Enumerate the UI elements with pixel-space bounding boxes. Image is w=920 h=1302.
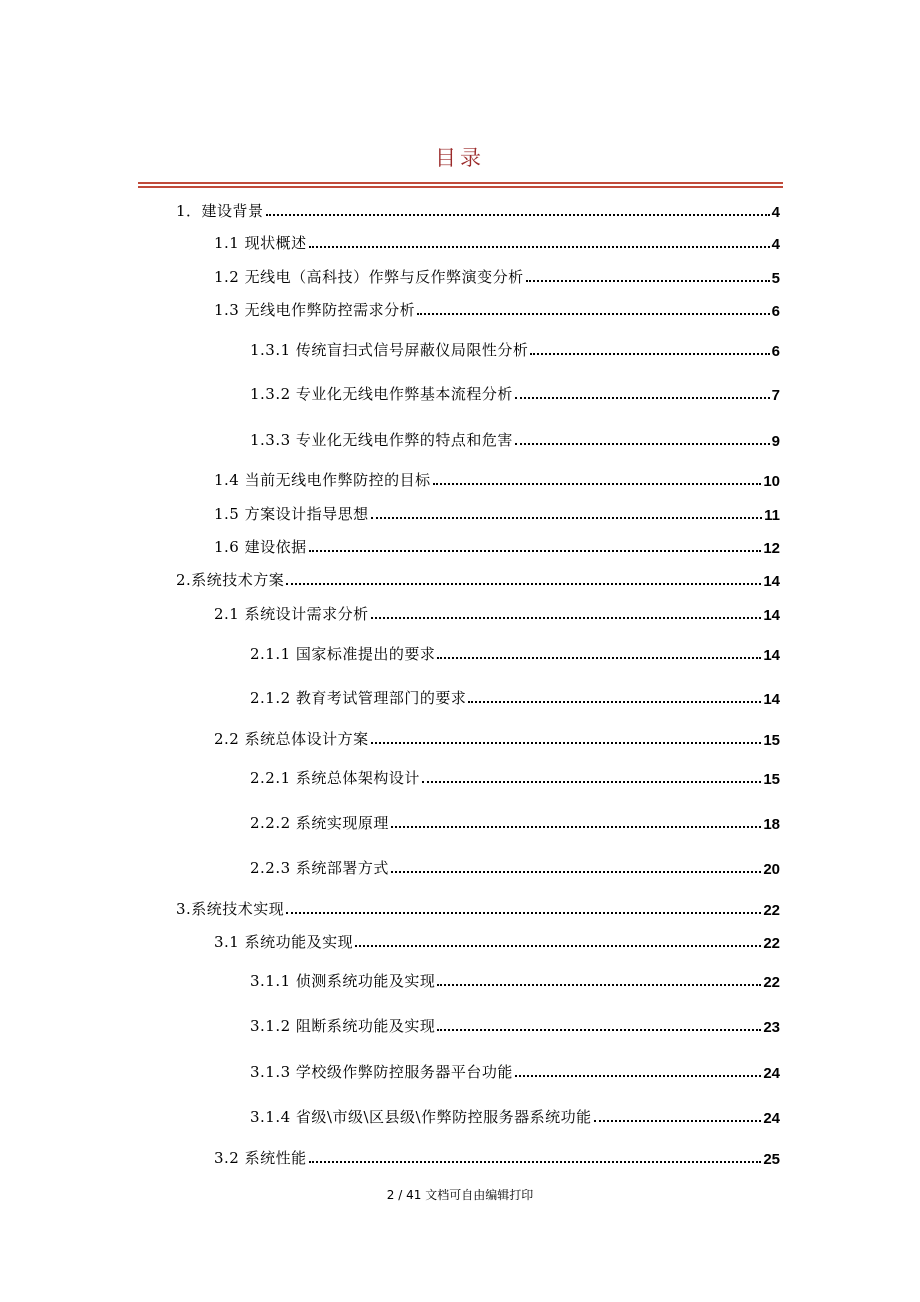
toc-entry-text: 1.2 无线电（高科技）作弊与反作弊演变分析 bbox=[214, 268, 524, 286]
toc-leader-dots bbox=[515, 1075, 761, 1077]
toc-entry-text: 1.6 建设依据 bbox=[214, 538, 307, 556]
toc-leader-dots bbox=[355, 945, 761, 947]
toc-entry-text: 3.系统技术实现 bbox=[176, 900, 285, 918]
toc-entry-text: 1.3.1 传统盲扫式信号屏蔽仪局限性分析 bbox=[250, 341, 529, 359]
toc-page-number: 22 bbox=[763, 974, 780, 991]
toc-entry[interactable] bbox=[214, 930, 780, 952]
toc-leader-dots bbox=[309, 550, 762, 552]
toc-entry[interactable] bbox=[214, 468, 780, 490]
toc-entry-text: 3.1.3 学校级作弊防控服务器平台功能 bbox=[250, 1063, 513, 1081]
toc-entry[interactable] bbox=[250, 642, 780, 664]
toc-page-number: 20 bbox=[763, 861, 780, 878]
toc-entry-text: 2.1.1 国家标准提出的要求 bbox=[250, 645, 436, 663]
toc-entry[interactable] bbox=[214, 265, 780, 287]
toc-entry-text: 2.2.3 系统部署方式 bbox=[250, 859, 389, 877]
toc-entry[interactable] bbox=[214, 535, 780, 557]
toc-title: 目录 bbox=[435, 146, 485, 170]
toc-leader-dots bbox=[437, 984, 761, 986]
toc-entry[interactable] bbox=[214, 231, 780, 253]
toc-entry[interactable] bbox=[214, 727, 780, 749]
toc-entry[interactable] bbox=[176, 897, 780, 919]
toc-entry-text: 1.3.2 专业化无线电作弊基本流程分析 bbox=[250, 385, 513, 403]
toc-entry-text: 1.4 当前无线电作弊防控的目标 bbox=[214, 471, 431, 489]
toc-entry[interactable] bbox=[250, 811, 780, 833]
toc-page-number: 14 bbox=[763, 691, 780, 708]
toc-leader-dots bbox=[371, 517, 763, 519]
toc-page-number: 23 bbox=[763, 1019, 780, 1036]
toc-entry[interactable] bbox=[214, 1146, 780, 1168]
toc-leader-dots bbox=[371, 742, 762, 744]
toc-entry-text: 1.5 方案设计指导思想 bbox=[214, 505, 369, 523]
title-divider bbox=[138, 182, 783, 188]
toc-page-number: 6 bbox=[771, 303, 780, 320]
toc-page-number: 18 bbox=[763, 816, 780, 833]
toc-entry[interactable] bbox=[250, 969, 780, 991]
toc-page-number: 14 bbox=[763, 573, 780, 590]
toc-leader-dots bbox=[515, 443, 770, 445]
toc-page-number: 9 bbox=[771, 433, 780, 450]
toc-entry[interactable] bbox=[250, 766, 780, 788]
toc-entry[interactable] bbox=[250, 1105, 780, 1127]
toc-leader-dots bbox=[530, 353, 769, 355]
toc-entry[interactable] bbox=[176, 568, 780, 590]
toc-leader-dots bbox=[515, 397, 770, 399]
toc-leader-dots bbox=[391, 826, 761, 828]
toc-entry-text: 3.2 系统性能 bbox=[214, 1149, 307, 1167]
toc-page-number: 24 bbox=[763, 1110, 780, 1127]
toc-leader-dots bbox=[433, 483, 762, 485]
toc-page-number: 5 bbox=[771, 270, 780, 287]
toc-entry[interactable] bbox=[250, 338, 780, 360]
toc-leader-dots bbox=[437, 657, 761, 659]
toc-leader-dots bbox=[437, 1029, 761, 1031]
page-footer: 2 / 41 文档可自由编辑打印 bbox=[386, 1188, 534, 1202]
toc-entry[interactable] bbox=[250, 1014, 780, 1036]
toc-entry-text: 2.系统技术方案 bbox=[176, 571, 285, 589]
toc-leader-dots bbox=[468, 701, 761, 703]
toc-entry-text: 2.1 系统设计需求分析 bbox=[214, 605, 369, 623]
toc-leader-dots bbox=[422, 781, 761, 783]
toc-page-number: 22 bbox=[763, 902, 780, 919]
toc-page-number: 14 bbox=[763, 647, 780, 664]
toc-entry[interactable] bbox=[250, 1060, 780, 1082]
toc-page-number: 14 bbox=[763, 607, 780, 624]
toc-page-number: 7 bbox=[771, 387, 780, 404]
toc-leader-dots bbox=[309, 246, 770, 248]
toc-page-number: 12 bbox=[763, 540, 780, 557]
toc-page-number: 6 bbox=[771, 343, 780, 360]
toc-leader-dots bbox=[594, 1120, 762, 1122]
toc-page-number: 10 bbox=[763, 473, 780, 490]
toc-entry-text: 3.1 系统功能及实现 bbox=[214, 933, 354, 951]
toc-entry-text: 3.1.4 省级\市级\区县级\作弊防控服务器系统功能 bbox=[250, 1108, 592, 1126]
toc-entry-text: 2.1.2 教育考试管理部门的要求 bbox=[250, 689, 467, 707]
toc-leader-dots bbox=[371, 617, 762, 619]
toc-entry[interactable] bbox=[250, 856, 780, 878]
toc-entry[interactable] bbox=[250, 382, 780, 404]
toc-page-number: 4 bbox=[771, 204, 780, 221]
toc-page-number: 15 bbox=[763, 771, 780, 788]
toc-entry[interactable] bbox=[214, 502, 780, 524]
toc-entry-text: 1.3.3 专业化无线电作弊的特点和危害 bbox=[250, 431, 513, 449]
toc-entry-text: 1.3 无线电作弊防控需求分析 bbox=[214, 301, 416, 319]
toc-page-number: 25 bbox=[763, 1151, 780, 1168]
toc-leader-dots bbox=[286, 912, 761, 914]
toc-entry-text: 2.2 系统总体设计方案 bbox=[214, 730, 369, 748]
toc-entry-text: 3.1.1 侦测系统功能及实现 bbox=[250, 972, 436, 990]
toc-entry-text: 2.2.2 系统实现原理 bbox=[250, 814, 389, 832]
toc-page-number: 24 bbox=[763, 1065, 780, 1082]
toc-leader-dots bbox=[266, 214, 770, 216]
toc-leader-dots bbox=[286, 583, 761, 585]
toc-leader-dots bbox=[309, 1161, 762, 1163]
toc-leader-dots bbox=[526, 280, 770, 282]
toc-entry-text: 1．建设背景 bbox=[176, 202, 264, 220]
toc-leader-dots bbox=[391, 871, 761, 873]
toc-page-number: 22 bbox=[763, 935, 780, 952]
toc-leader-dots bbox=[417, 313, 770, 315]
toc-page-number: 4 bbox=[771, 236, 780, 253]
toc-page-number: 11 bbox=[764, 507, 780, 524]
toc-entry[interactable] bbox=[214, 298, 780, 320]
toc-entry[interactable] bbox=[214, 602, 780, 624]
toc-entry[interactable] bbox=[250, 428, 780, 450]
toc-entry-text: 1.1 现状概述 bbox=[214, 234, 307, 252]
toc-page-number: 15 bbox=[763, 732, 780, 749]
toc-entry[interactable] bbox=[250, 686, 780, 708]
toc-entry-text: 3.1.2 阻断系统功能及实现 bbox=[250, 1017, 436, 1035]
toc-entry-text: 2.2.1 系统总体架构设计 bbox=[250, 769, 420, 787]
toc-entry[interactable] bbox=[176, 199, 780, 221]
